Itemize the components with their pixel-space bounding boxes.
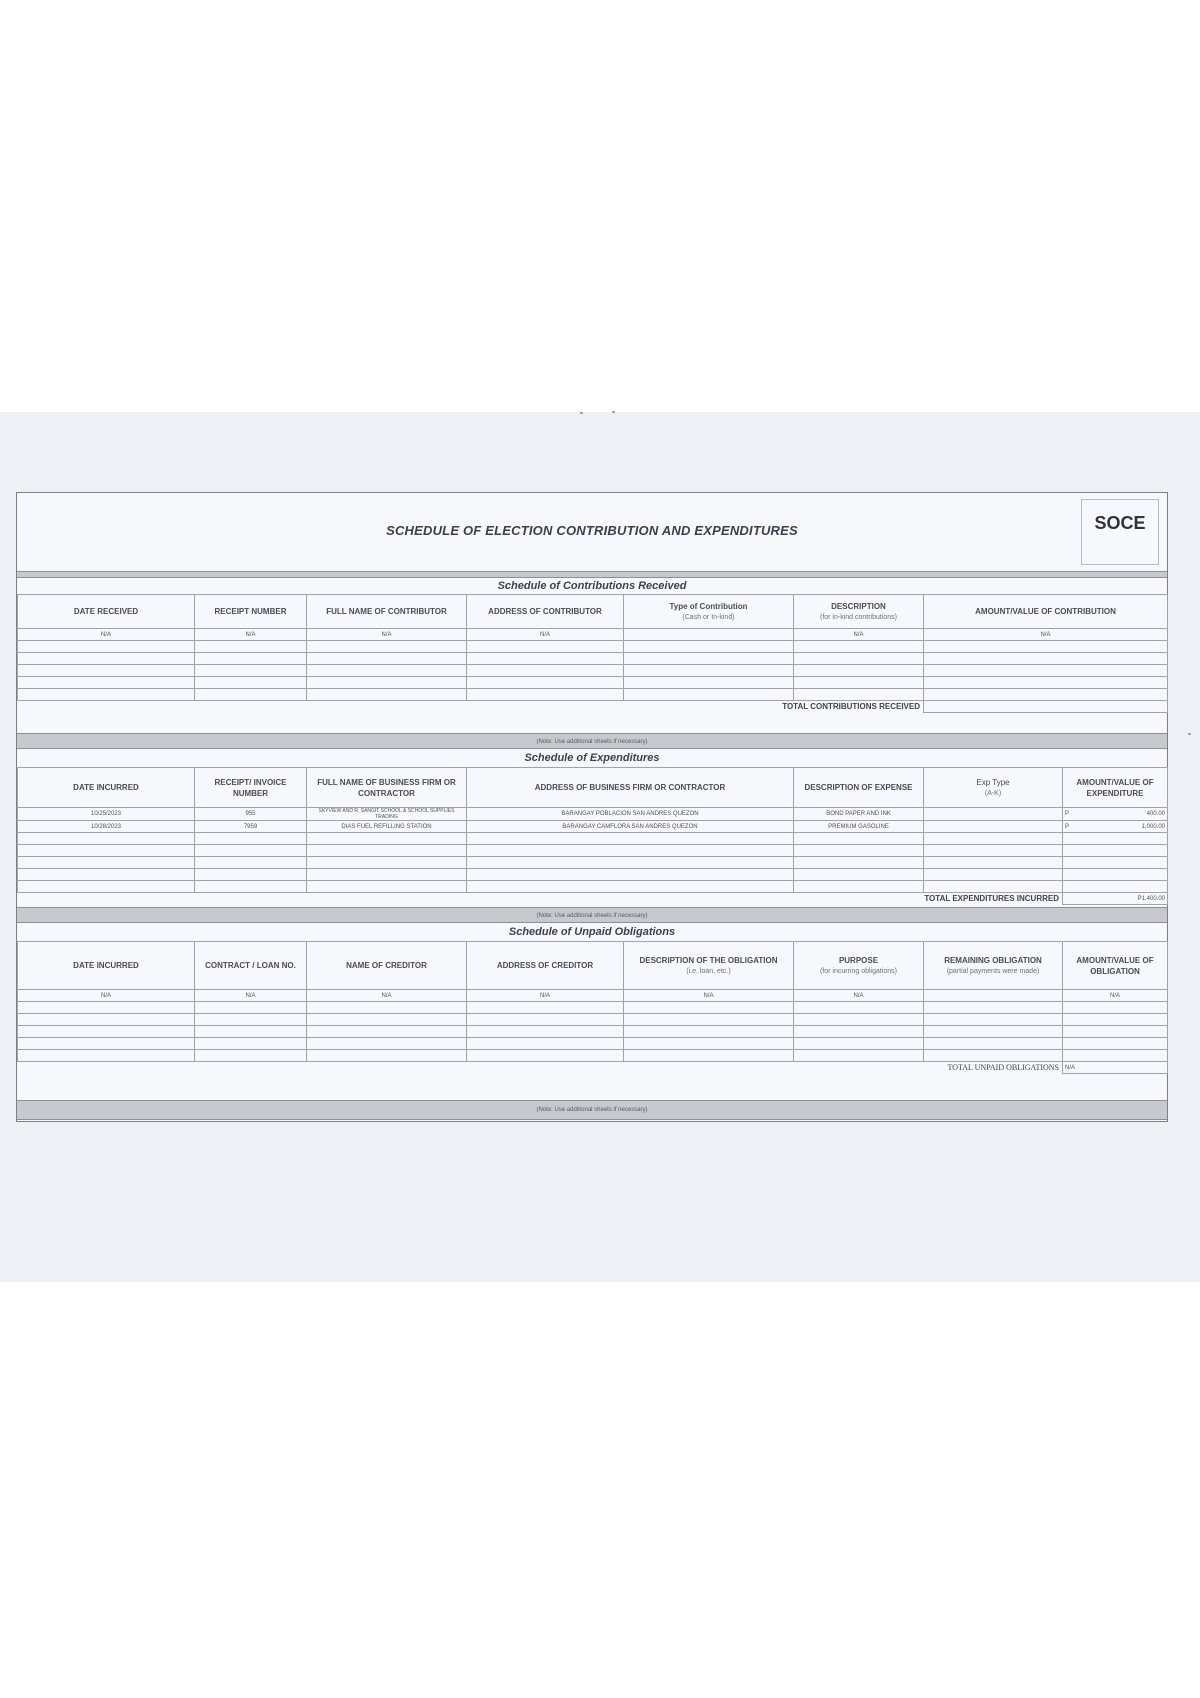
amount-cell [1063, 821, 1168, 833]
table-cell [624, 629, 794, 641]
total-obligations-value: N/A [1063, 1062, 1168, 1074]
column-header: PURPOSE (for incurring obligations) [794, 942, 924, 990]
table-cell: N/A [307, 629, 467, 641]
table-row [18, 1002, 1168, 1014]
table-cell: 7959 [195, 821, 307, 833]
expenditures-note: (Note: Use additional sheets if necessary) [536, 913, 648, 919]
column-header: DATE RECEIVED [18, 595, 195, 629]
table-row [18, 641, 1168, 653]
column-header: RECEIPT NUMBER [195, 595, 307, 629]
expenditures-section-title: Schedule of Expenditures [524, 752, 660, 764]
table-row [18, 665, 1168, 677]
table-row [18, 677, 1168, 689]
table-row [18, 653, 1168, 665]
table-row [18, 689, 1168, 701]
column-header: DATE INCURRED [18, 768, 195, 808]
column-header: DATE INCURRED [18, 942, 195, 990]
column-header: FULL NAME OF BUSINESS FIRM OR CONTRACTOR [307, 768, 467, 808]
column-header: NAME OF CREDITOR [307, 942, 467, 990]
total-expenditures-label: TOTAL EXPENDITURES INCURRED [794, 893, 1063, 905]
currency-symbol: P [1065, 811, 1070, 817]
obligations-section-title: Schedule of Unpaid Obligations [508, 926, 676, 938]
column-header: AMOUNT/VALUE OF EXPENDITURE [1063, 768, 1168, 808]
column-header: DESCRIPTION OF THE OBLIGATION (i.e. loan, etc.) [624, 942, 794, 990]
table-row [18, 990, 1168, 1002]
scan-speck [612, 411, 615, 413]
document-title: SCHEDULE OF ELECTION CONTRIBUTION AND EXPENDITURES [386, 523, 798, 538]
column-header: CONTRACT / LOAN NO. [195, 942, 307, 990]
table-cell: SKYVIEW AND R. SANGIT SCHOOL & SCHOOL SUPPLIES TRADING [307, 808, 467, 821]
table-cell: BARANGAY CAMFLORA SAN ANDRES QUEZON [467, 821, 794, 833]
table-row [18, 869, 1168, 881]
column-header: Exp Type (A-K) [924, 768, 1063, 808]
table-row [18, 821, 1168, 833]
table-cell: N/A [1063, 990, 1168, 1002]
table-row [18, 629, 1168, 641]
table-row [18, 881, 1168, 893]
table-cell [924, 990, 1063, 1002]
column-header: ADDRESS OF CREDITOR [467, 942, 624, 990]
form-header [17, 493, 1167, 571]
table-cell [924, 808, 1063, 821]
amount-cell [1063, 808, 1168, 821]
obligations-note: (Note: Use additional sheets if necessary) [536, 1107, 648, 1113]
column-header: DESCRIPTION (for in-kind contributions) [794, 595, 924, 629]
table-row [18, 833, 1168, 845]
column-header: REMAINING OBLIGATION (partial payments were made) [924, 942, 1063, 990]
table-cell: N/A [195, 629, 307, 641]
scan-speck [580, 412, 583, 414]
obligations-table [17, 941, 1168, 1074]
contributions-table [17, 594, 1168, 713]
total-row [18, 893, 1168, 905]
column-header: AMOUNT/VALUE OF OBLIGATION [1063, 942, 1168, 990]
column-header: FULL NAME OF CONTRIBUTOR [307, 595, 467, 629]
column-header: DESCRIPTION OF EXPENSE [794, 768, 924, 808]
table-row [18, 1050, 1168, 1062]
table-cell: N/A [794, 990, 924, 1002]
table-cell: N/A [624, 990, 794, 1002]
currency-symbol: P [1065, 823, 1070, 830]
table-cell: PREMIUM GASOLINE [794, 821, 924, 833]
expenditures-table [17, 767, 1168, 905]
scan-speck [1188, 733, 1191, 735]
column-header: AMOUNT/VALUE OF CONTRIBUTION [924, 595, 1168, 629]
table-cell: N/A [924, 629, 1168, 641]
total-contributions-label: TOTAL CONTRIBUTIONS RECEIVED [624, 701, 924, 713]
total-expenditures-value: P1,400.00 [1063, 893, 1168, 905]
contributions-section-title: Schedule of Contributions Received [497, 580, 687, 592]
table-cell: N/A [195, 990, 307, 1002]
divider-band [17, 571, 1167, 578]
column-header: ADDRESS OF CONTRIBUTOR [467, 595, 624, 629]
contributions-note: (Note: Use additional sheets if necessary) [536, 739, 648, 745]
total-obligations-label: TOTAL UNPAID OBLIGATIONS [924, 1062, 1063, 1074]
table-cell: N/A [467, 629, 624, 641]
table-row [18, 845, 1168, 857]
table-row [18, 1038, 1168, 1050]
table-cell: 955 [195, 808, 307, 821]
table-row [18, 1026, 1168, 1038]
total-contributions-value [924, 701, 1168, 713]
total-row [18, 1062, 1168, 1074]
total-row [18, 701, 1168, 713]
form-code: SOCE [1094, 513, 1146, 533]
table-cell: N/A [467, 990, 624, 1002]
table-cell: DIAS FUEL REFILLING STATION [307, 821, 467, 833]
table-cell: N/A [307, 990, 467, 1002]
table-cell: BOND PAPER AND INK [794, 808, 924, 821]
table-cell: N/A [18, 990, 195, 1002]
table-cell: 10/25/2023 [18, 808, 195, 821]
table-row [18, 808, 1168, 821]
column-header: RECEIPT/ INVOICE NUMBER [195, 768, 307, 808]
table-cell: N/A [794, 629, 924, 641]
table-cell: N/A [18, 629, 195, 641]
table-cell [924, 821, 1063, 833]
table-cell: BARANGAY POBLACION SAN ANDRES QUEZON [467, 808, 794, 821]
amount-value: 400.00 [1146, 811, 1165, 817]
table-row [18, 857, 1168, 869]
amount-value: 1,000.00 [1141, 823, 1165, 830]
table-cell: 10/28/2023 [18, 821, 195, 833]
soce-form [16, 492, 1168, 1122]
column-header: ADDRESS OF BUSINESS FIRM OR CONTRACTOR [467, 768, 794, 808]
table-row [18, 1014, 1168, 1026]
column-header: Type of Contribution (Cash or In-kind) [624, 595, 794, 629]
